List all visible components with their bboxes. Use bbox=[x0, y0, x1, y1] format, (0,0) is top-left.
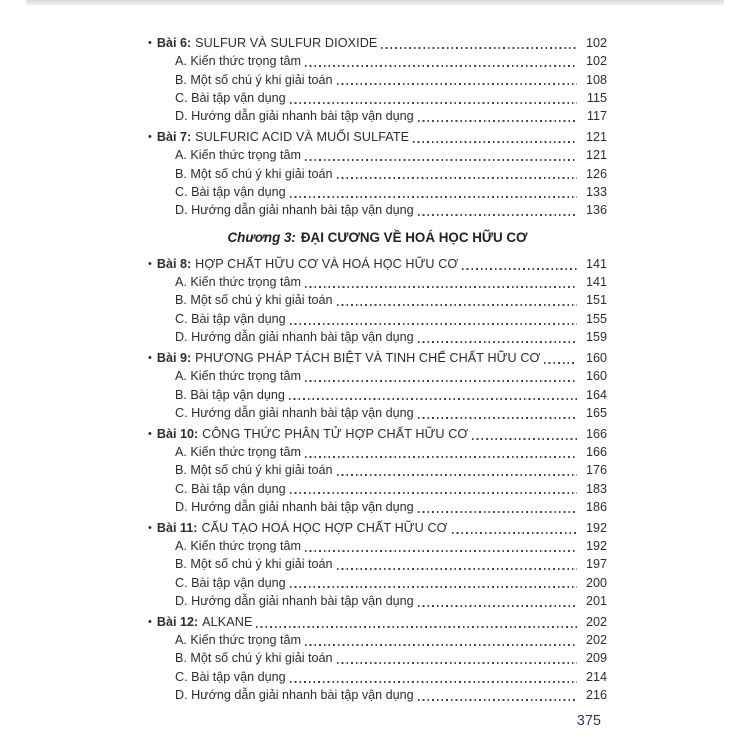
subitem-page-ref: 197 bbox=[585, 557, 607, 572]
lesson-label: Bài 7: bbox=[156, 130, 192, 145]
subitem-label: C. Bài tập vận dụng bbox=[175, 311, 286, 326]
dot-leader bbox=[413, 141, 577, 143]
dot-leader bbox=[544, 362, 577, 364]
lesson-page-ref: 121 bbox=[585, 130, 607, 145]
lesson-title: PHƯƠNG PHÁP TÁCH BIỆT VÀ TINH CHẾ CHẤT HỮU CƠ bbox=[195, 350, 541, 365]
dot-leader bbox=[305, 65, 577, 67]
toc-lesson-block bbox=[148, 519, 607, 610]
dot-leader bbox=[337, 304, 577, 306]
subitem-label: A. Kiến thức trọng tâm bbox=[175, 148, 302, 163]
bullet-icon: • bbox=[148, 427, 152, 440]
lesson-page-ref: 202 bbox=[585, 614, 607, 629]
subitem-label: B. Một số chú ý khi giải toán bbox=[175, 557, 333, 572]
subitem-page-ref: 214 bbox=[585, 669, 607, 684]
page-top-edge-shadow bbox=[26, 0, 724, 5]
toc-subitem-entry bbox=[148, 480, 607, 498]
dot-leader bbox=[305, 644, 577, 646]
lesson-page-ref: 141 bbox=[585, 256, 607, 271]
dot-leader bbox=[290, 323, 577, 325]
toc-subitem-entry bbox=[148, 71, 607, 89]
toc-lesson-block bbox=[148, 613, 607, 704]
subitem-page-ref: 176 bbox=[585, 463, 607, 478]
toc-lesson-block bbox=[148, 425, 607, 516]
subitem-label: C. Hướng dẫn giải nhanh bài tập vận dụng bbox=[175, 405, 414, 420]
toc-subitem-entry bbox=[148, 273, 607, 291]
toc-subitem-entry bbox=[148, 201, 607, 219]
folio-page-number: 375 bbox=[576, 713, 601, 729]
chapter-title: ĐẠI CƯƠNG VỀ HOÁ HỌC HỮU CƠ bbox=[300, 229, 528, 245]
bullet-icon: • bbox=[148, 131, 152, 144]
toc-lesson-block bbox=[148, 349, 607, 422]
subitem-page-ref: 136 bbox=[585, 203, 607, 218]
subitem-page-ref: 186 bbox=[585, 499, 607, 514]
dot-leader bbox=[462, 268, 577, 270]
toc-lesson-block bbox=[148, 255, 607, 346]
dot-leader bbox=[290, 102, 577, 104]
subitem-label: B. Một số chú ý khi giải toán bbox=[175, 293, 333, 308]
subitem-label: A. Kiến thức trọng tâm bbox=[175, 633, 302, 648]
subitem-label: D. Hướng dẫn giải nhanh bài tập vận dụng bbox=[175, 330, 414, 345]
toc-subitems bbox=[148, 443, 607, 516]
toc-subitem-entry bbox=[148, 386, 607, 404]
subitem-page-ref: 151 bbox=[585, 293, 607, 308]
toc-subitem-entry bbox=[148, 404, 607, 422]
bullet-icon: • bbox=[148, 615, 152, 628]
toc-subitems bbox=[148, 537, 607, 610]
subitem-page-ref: 183 bbox=[585, 481, 607, 496]
subitem-label: D. Hướng dẫn giải nhanh bài tập vận dụng bbox=[175, 203, 414, 218]
subitem-page-ref: 121 bbox=[585, 148, 607, 163]
dot-leader bbox=[337, 177, 577, 179]
subitem-label: B. Một số chú ý khi giải toán bbox=[175, 166, 333, 181]
toc-subitem-entry bbox=[148, 291, 607, 309]
subitem-page-ref: 159 bbox=[585, 330, 607, 345]
toc-subitems bbox=[148, 146, 607, 219]
toc-subitem-entry bbox=[148, 183, 607, 201]
toc-subitem-entry bbox=[148, 498, 607, 516]
subitem-label: A. Kiến thức trọng tâm bbox=[175, 539, 302, 554]
subitem-page-ref: 192 bbox=[585, 539, 607, 554]
toc-subitem-entry bbox=[148, 367, 607, 385]
toc-lesson-block bbox=[148, 128, 607, 219]
toc-subitems bbox=[148, 52, 607, 125]
dot-leader bbox=[337, 568, 577, 570]
subitem-label: A. Kiến thức trọng tâm bbox=[175, 275, 302, 290]
toc-lesson-entry bbox=[148, 613, 607, 631]
subitem-page-ref: 102 bbox=[585, 54, 607, 69]
dot-leader bbox=[290, 586, 577, 588]
lesson-title: SULFURIC ACID VÀ MUỐI SULFATE bbox=[195, 130, 410, 145]
toc-subitem-entry bbox=[148, 52, 607, 70]
dot-leader bbox=[290, 492, 577, 494]
toc-subitem-entry bbox=[148, 89, 607, 107]
dot-leader bbox=[418, 417, 577, 419]
toc-subitem-entry bbox=[148, 443, 607, 461]
lesson-title: ALKANE bbox=[202, 614, 253, 629]
toc-lesson-entry bbox=[148, 425, 607, 443]
chapter-prefix: Chương 3: bbox=[227, 229, 296, 245]
dot-leader bbox=[418, 120, 577, 122]
toc-subitem-entry bbox=[148, 555, 607, 573]
subitem-page-ref: 126 bbox=[585, 166, 607, 181]
bullet-icon: • bbox=[148, 257, 152, 270]
dot-leader bbox=[305, 380, 577, 382]
toc-subitem-entry bbox=[148, 537, 607, 555]
subitem-label: C. Bài tập vận dụng bbox=[175, 669, 286, 684]
toc-subitem-entry bbox=[148, 165, 607, 183]
dot-leader bbox=[305, 286, 577, 288]
dot-leader bbox=[452, 532, 577, 534]
subitem-label: D. Hướng dẫn giải nhanh bài tập vận dụng bbox=[175, 688, 414, 703]
toc-subitem-entry bbox=[148, 107, 607, 125]
subitem-page-ref: 209 bbox=[585, 651, 607, 666]
subitem-page-ref: 160 bbox=[585, 369, 607, 384]
subitem-label: C. Bài tập vận dụng bbox=[175, 184, 286, 199]
chapter-heading bbox=[148, 229, 607, 247]
lesson-label: Bài 8: bbox=[156, 256, 192, 271]
toc-subitems bbox=[148, 367, 607, 422]
dot-leader bbox=[337, 83, 577, 85]
lesson-label: Bài 6: bbox=[156, 36, 192, 50]
toc-subitem-entry bbox=[148, 328, 607, 346]
lesson-label: Bài 11: bbox=[156, 520, 198, 535]
subitem-label: B. Bài tập vận dụng bbox=[175, 387, 285, 402]
dot-leader bbox=[472, 438, 577, 440]
dot-leader bbox=[305, 550, 577, 552]
subitem-page-ref: 155 bbox=[585, 311, 607, 326]
lesson-label: Bài 12: bbox=[156, 614, 199, 629]
dot-leader bbox=[418, 699, 577, 701]
lesson-page-ref: 166 bbox=[585, 426, 607, 441]
lesson-title: SULFUR VÀ SULFUR DIOXIDE bbox=[195, 36, 378, 50]
subitem-label: C. Bài tập vận dụng bbox=[175, 90, 286, 105]
bullet-icon: • bbox=[148, 351, 152, 364]
dot-leader bbox=[305, 159, 577, 161]
lesson-title: CÔNG THỨC PHÂN TỬ HỢP CHẤT HỮU CƠ bbox=[202, 426, 469, 441]
dot-leader bbox=[418, 341, 577, 343]
subitem-label: B. Một số chú ý khi giải toán bbox=[175, 651, 333, 666]
toc-subitem-entry bbox=[148, 649, 607, 667]
toc-subitem-entry bbox=[148, 146, 607, 164]
subitem-label: C. Bài tập vận dụng bbox=[175, 575, 286, 590]
subitem-page-ref: 166 bbox=[585, 445, 607, 460]
toc-lesson-entry bbox=[148, 34, 607, 52]
toc-subitem-entry bbox=[148, 631, 607, 649]
bullet-icon: • bbox=[148, 37, 152, 49]
subitem-page-ref: 164 bbox=[585, 387, 607, 402]
toc-lesson-entry bbox=[148, 519, 607, 537]
toc-lesson-entry bbox=[148, 349, 607, 367]
dot-leader bbox=[290, 196, 577, 198]
toc-lesson-entry bbox=[148, 128, 607, 146]
toc-subitem-entry bbox=[148, 592, 607, 610]
lesson-title: HỢP CHẤT HỮU CƠ VÀ HOÁ HỌC HỮU CƠ bbox=[195, 256, 459, 271]
toc-subitems bbox=[148, 631, 607, 704]
dot-leader bbox=[290, 681, 577, 683]
dot-leader bbox=[418, 511, 577, 513]
toc-subitem-entry bbox=[148, 461, 607, 479]
dot-leader bbox=[256, 626, 577, 628]
subitem-label: D. Hướng dẫn giải nhanh bài tập vận dụng bbox=[175, 593, 414, 608]
subitem-label: C. Bài tập vận dụng bbox=[175, 481, 286, 496]
subitem-label: D. Hướng dẫn giải nhanh bài tập vận dụng bbox=[175, 499, 414, 514]
toc-lesson-entry bbox=[148, 255, 607, 273]
toc-subitem-entry bbox=[148, 686, 607, 704]
dot-leader bbox=[305, 456, 577, 458]
subitem-page-ref: 141 bbox=[585, 275, 607, 290]
subitem-label: B. Một số chú ý khi giải toán bbox=[175, 72, 333, 87]
subitem-page-ref: 200 bbox=[585, 575, 607, 590]
dot-leader bbox=[418, 605, 577, 607]
subitem-page-ref: 201 bbox=[585, 593, 607, 608]
subitem-page-ref: 216 bbox=[585, 688, 607, 703]
subitem-page-ref: 202 bbox=[585, 633, 607, 648]
lesson-page-ref: 192 bbox=[585, 520, 607, 535]
subitem-page-ref: 115 bbox=[586, 90, 607, 105]
subitem-label: D. Hướng dẫn giải nhanh bài tập vận dụng bbox=[175, 109, 414, 124]
lesson-page-ref: 160 bbox=[585, 350, 607, 365]
subitem-page-ref: 108 bbox=[585, 72, 607, 87]
dot-leader bbox=[381, 47, 577, 49]
toc-subitem-entry bbox=[148, 574, 607, 592]
toc-subitem-entry bbox=[148, 668, 607, 686]
bullet-icon: • bbox=[148, 521, 152, 534]
subitem-label: A. Kiến thức trọng tâm bbox=[175, 369, 302, 384]
toc-list bbox=[148, 34, 607, 704]
toc-subitem-entry bbox=[148, 310, 607, 328]
lesson-label: Bài 9: bbox=[156, 350, 192, 365]
lesson-label: Bài 10: bbox=[156, 426, 199, 441]
subitem-page-ref: 165 bbox=[585, 405, 607, 420]
subitem-page-ref: 133 bbox=[585, 184, 607, 199]
subitem-label: B. Một số chú ý khi giải toán bbox=[175, 463, 333, 478]
subitem-label: A. Kiến thức trọng tâm bbox=[175, 445, 302, 460]
toc-lesson-block bbox=[148, 34, 607, 125]
dot-leader bbox=[337, 474, 577, 476]
toc-subitems bbox=[148, 273, 607, 346]
dot-leader bbox=[289, 398, 577, 400]
lesson-page-ref: 102 bbox=[585, 36, 607, 50]
subitem-page-ref: 117 bbox=[586, 109, 607, 124]
lesson-title: CẤU TẠO HOÁ HỌC HỢP CHẤT HỮU CƠ bbox=[201, 520, 448, 535]
dot-leader bbox=[337, 662, 577, 664]
dot-leader bbox=[418, 214, 577, 216]
subitem-label: A. Kiến thức trọng tâm bbox=[175, 54, 302, 69]
